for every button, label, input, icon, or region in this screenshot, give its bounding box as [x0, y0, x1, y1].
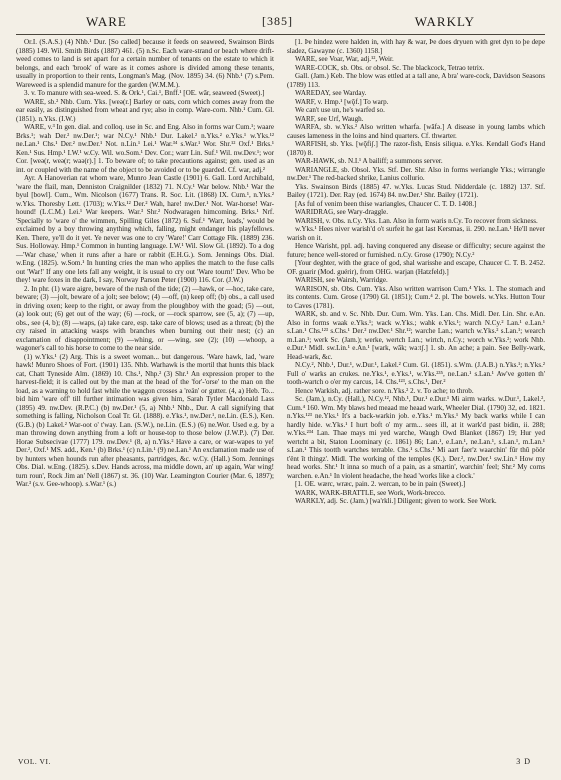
entry-paragraph: WARFA, sb. w.Yks.² Also written wharfa. [wāfə.] A disease in young lambs which causes lameness in the loins and hind quarters. Cf. thwarter.: [287, 123, 545, 140]
entry-paragraph: Ayr. A Hanoverian rat whom ware, Munro Jean Castle (1901) 6. Gall. Lord Archibald, 'ware the flail, man, Denniston Craignilder (1832) 71. N.Cy.¹ War below. Nhb.¹ War the byul [bowl]. Cum., Wm. Nicolson (1677) Trans. R. Soc. Lit. (1868) IX. Cum.¹, n.Yks.² w.Yks. Thoresby Lett. (1703); w.Yks.¹² Der.² Wah, hare! nw.Der.¹ Not. War-horse! War-hound! (L.C.M.) Lei.¹ War keepers. War.³ Shr.² Nodwaragen himcoming. Brks.¹ Nrf. 'Specially to 'ware o' the wimmen, Spilling Giles (1872) 6. Suf.¹ 'Warr, leads,' would be exclaimed by a boy throwing anything which, falling, might endanger his playfellows. Ken. There, ye'll do it yet. Ye never was one to cry 'Ware!' Carr Cottage Flk. (1889) 236. Sus. Holloway. Hmp.¹ Common in hunting language. I.W.¹ Wil. Slow Gl. (1892). To a dog—'War chase,' when it runs after a hare or rabbit (E.H.G.). Som. Jennings Obs. Dial. w.Eng. (1825). w.Som.¹ In hunting cries the man who applies the match to the fuse calls out 'War!' If any one lets fall any weight, it is usual to cry out 'Ware tourn!' Dev. Who be they! ware foxes in the dark, I say, Norway Parson Peter (1900) 116. Cor. (J.W.): [16, 174, 274, 284]
header-left-word: WARE: [86, 14, 127, 29]
entry-paragraph: [As ful of venim been thise wariangles, Chaucer C. T. D. 1408.]: [295, 199, 477, 208]
entry-paragraph: Hence Warisht, ppl. adj. having conquered any disease or difficulty; secure against the future; hence well-stored or furnished. n.Cy. Grose (1790); N.Cy.²: [287, 242, 545, 259]
entry-paragraph: WARE, see Voar, War, adj.¹², Weir.: [295, 55, 394, 63]
left-column: [16, 38, 274, 489]
signature-mark: 3 D: [516, 757, 531, 766]
entry-paragraph: WARF, v. Hmp.¹ [wǭf.] To warp.: [295, 97, 389, 106]
volume-label: VOL. VI.: [18, 757, 51, 766]
entry-paragraph: WARISON, sb. Obs. Cum. Yks. Also written warrison Cum.⁴ Yks. 1. The stomach and its contents. Cum. Grose (1790) Gl. (1851); Cum.⁴ 2. pl. The bowels. w.Yks. Hutton Tour to Caves (1781).: [287, 284, 545, 310]
entry-paragraph: WARISH, see Wairsh, Warridge.: [295, 276, 388, 284]
page-number: [385]: [262, 14, 293, 28]
entry-paragraph: We can't use un, he's warfed so.: [295, 106, 385, 114]
entry-paragraph: Or.I. (S.A.S.) (4) Nhb.¹ Dur. [So called] because it feeds on seaweed, Swainson Birds (1885) 149. Wil. Smith Birds (1887) 461. (5) n.Sc. Each ware-strand or beach where drift-weed comes to land is set apart for a certain number of tenants on the estate to which it belongs, and each 'brook' of ware as it comes ashore is divided among these tenants, usually in proportion to their rents, Longman's Mag. (Nov. 1895) 34. (6) Nhb.¹ (7) s.Pem. Wareweed is a splendid manure for the garden (W.M.M.).: [16, 38, 274, 89]
entry-paragraph: WARIANGLE, sb. Obsol. Yks. Stf. Der. Shr. Also in forms weriangle Yks.; wirrangle nw.Der.¹ The red-backed shrike, Lanius collurio.: [287, 165, 545, 182]
entry-paragraph: Gall. (Jam.) Keb. The blow was ettled at a tall ane, A bra' ware-cock, Davidson Seasons (1789) 113.: [287, 72, 545, 89]
entry-paragraph: WAR-HAWK, sb. N.I.¹ A bailiff; a summons server.: [295, 157, 443, 165]
entry-paragraph: WARIDRAG, see Wary-draggle.: [295, 208, 389, 216]
entry-paragraph: [Your deghter, with the grace of god, shal warisshe and escape, Chaucer C. T. B. 2452. OF. guarir (Mod. guérir), from OHG. warjan (Hatzfeld).]: [287, 259, 545, 276]
entry-paragraph: WARE, v.³ In gen. dial. and colloq. use in Sc. and Eng. Also in forms war Cum.¹; waare Brks.¹; wah Der.² nw.Der.¹; war N.Cy.¹ Nhb.¹ Dur. Lakel.² n.Yks.² e.Yks.¹ w.Yks.¹² ne.Lan.¹ Chs.¹ Der.² nw.Der.¹ Not. n.Lin.¹ Lei.¹ War.³⁴ s.War.¹ Wor. Shr.¹² Oxf.¹ Brks.¹ Ken.¹ Sus. Hmp.¹ I.W.¹ w.Cy. Wil. wo.Som.¹ Dev. Cor.; warr Lin. Suf.¹ Wil. nw.Dev.¹; wor Cor. [weə(r, weə(r; waə(r).] 1. To beware of; to take precautions against; gen. used as an int. or coupled with the name of the object to be avoided or to be guarded. Cf. war, adj.²: [16, 123, 274, 174]
entry-paragraph: WARK, sb. and v. Sc. Nhb. Dur. Cum. Wm. Yks. Lan. Chs. Midl. Der. Lin. Shr. e.An. Also in forms waak e.Yks.¹; wack w.Yks.; wahk e.Yks.¹; warch N.Cy.² Lan.¹ e.Lan.¹ s.Lan.¹ Chs.¹²³ s.Chs.¹ Der.² nw.Der.¹ Shr.¹²; warche Lan.; wartch w.Yks.² s.Lan.¹; wearch m.Lan.¹; werk Sc. (Jam.); werke, wertch Lan.; wirtch, n.Cy.; worch w.Yks.²; work Nhb. e.Dur.¹ Midl. sw.Lin.¹ e.An.¹ [wark, wāk; waːtʃ.] 1. sb. An ache; a pain. See Belly-wark, Head-wark, &c.: [287, 310, 545, 361]
entry-paragraph: WARK, WARK-BRATTLE, see Work, Work-brecco.: [295, 488, 446, 497]
entry-paragraph: Sc. (Jam.), n.Cy. (Hall.), N.Cy.¹², Nhb.¹, Dur.¹ e.Dur.¹ Mi airm warks. w.Dur.¹, Lakel.², Cum.⁴ 160. Wm. My blaws hed meaad me heaad wark, Wheeler Dial. (1790) 32, ed. 1821. n.Yks.¹²³ ne.Yks.¹ It's a back-warkin job. e.Yks.¹ m.Yks.¹ My back warks while I can hardly hide. w.Yks.¹ I hurt boft o' my arm... sees ill, at it wark'd past bidin, ii. 288; w.Yks.²³⁴ Lan. Thae mays mi yed warche, Waugh Owd Blanket (1867) 19; Hur yed wertcht a bit, Staton Loominary (c. 1861) 86; Lan.¹, e.Lan.¹, ne.Lan.¹, s.Lan.¹, m.Lan.¹ s.Lan.¹ This tootth wartches terrable. Chs.¹ s.Chs.¹ Mi aart faer'z waarchin' fŭr thŭ pöör t'ënt ĭt thingz'. Midl. The working of the temples (K.). Der.², nw.Der.¹ sw.Lin.¹ How my head works. Shr.¹ It inna so much of a pain, as a smartin', warchin' feel; Shr.² My corns warchen. e.An.¹ In violent headache, the head 'works like a clock.': [287, 395, 545, 480]
entry-paragraph: WAREDAY, see Warday.: [295, 89, 367, 97]
entry-paragraph: Yks. Swainson Birds (1885) 47. w.Yks. Lucas Stud. Nidderdale (c. 1882) 137. Stf. Bailey (1721). Der. Ray (ed. 1674) 84. nw.Der.¹ Shr. Bailey (1721).: [287, 182, 545, 199]
entry-paragraph: Hence Warkish, adj. rather sore. n.Yks.² 2. v. To ache; to throb.: [295, 386, 474, 395]
entry-paragraph: w.Yks.¹ Hees niver warish'd o't surfeit he gat last Kersmas, ii. 290. ne.Lan.¹ He'll never warish on it.: [287, 225, 545, 242]
running-header: [16, 14, 545, 34]
entry-paragraph: [1. Þe hindez were halden in, with hay & war, Þe does dryuen with gret dyn to þe depe sladez, Gawayne (c. 1360) 1158.]: [287, 38, 545, 55]
entry-paragraph: 2. In phr. (1) ware aigre, beware of the rush of the tide; (2) —hawk, or —hoc, take care, beware; (3) —jolt, beware of a jolt; see below; (4) —off, (n) keep off; (b) obs., a call used in driving oxen; keep to the right, or away from the ploughboy with the goad; (5) —out, (a) look out; (6) get out of the way; (6) —rock, or —rock sparrow, see (5, a); (7) —up, obs., see (4, b); (8) —waps, (a) take care, esp. take care of blows; used as a threat; (b) the cry raised in attacking wasps with branches when burning out their nest; (c) an exclamation of disappointment; (9) —whing, or —wing, see (2); (10) —whoop, a wagoner's call to his horse to come to the near side.: [16, 284, 274, 352]
header-rule: [16, 34, 545, 35]
entry-paragraph: WARKLY, adj. Sc. (Jam.) [wa'rkli.] Diligent; given to work. See Work.: [295, 497, 497, 505]
entry-paragraph: [1. OE. wærc, wræc, pain. 2. wercan, to be in pain (Sweet).]: [295, 480, 466, 488]
entry-paragraph: WARF, see Urf, Waugh.: [295, 114, 364, 123]
right-column: [287, 38, 545, 506]
header-right-word: WARKLY: [414, 14, 475, 29]
entry-paragraph: 3. v. To manure with sea-weed. S. & Ork.¹, Cai.¹, Bnff.¹ [OE. wār, seaweed (Sweet).]: [24, 89, 265, 97]
entry-paragraph: WARE-COCK, sb. Obs. or obsol. Sc. The blackcock, Tetrao tetrix.: [295, 63, 485, 72]
entry-paragraph: (1) w.Yks.¹ (2) Arg. This is a sweet woman... but dangerous. 'Ware hawk, lad, 'ware hawk! Munro Shoes of Fort. (1901) 135. Nhb. Warhawk is the mortil that hunts this black cat, Chatt Tyneside Alm. (1869) 10. Chs.¹, Nhp.² (3) Shr.¹ An expression proper to the harvest-field; it is called out by the man at the head of the 'for'-'orse' to the man on the load, as a warning to hold fast while the waggon crosses a 'reän' or gutter. (4, a) Heb. To... bid him 'ware off' till further intimation was given him, Sarah Tytler Macdonald Lass (1895) 49. nw.Dev. (R.P.C.) (b) nw.Der.¹ (5, a) Nhb.¹ Nhb., Dur. A call signifying that something is falling, Nicholson Coal Tr. Gl. (1888). e.Yks.¹, nw.Der.¹, ne.Lin. (E.S.), Ken. (G.B.) (b) Lakel.² War-oot o' t'way. Lan. (S.W.), ne.Lin. (E.S.) (6) ne.Wor. Used e.g. by a man throwing down anything from a loft or house-top to those below (J.W.P.). (7) Der. Horae Subsecivae (1777) 179. nw.Dev.¹ (8, a) n.Yks.² Have a care, or war-wapes to ye! Der.², Oxf.¹ MS. add., Ken.¹ (b) Brks.¹ (c) n.Lin.¹ (9) ne.Lan.¹ An exclamation made use of by hunters when hounds run after pheasants, partridges, &c. w.Cy. (Hall.) Som. Jennings Obs. Dial. w.Eng. (1825). s.Dev. Hands across, ma middle down, an' up again, War wing! turn roun', Rock Jim an' Nell (1867) st. 36. (10) War. Leamington Courier (Mar. 6, 1897); War.³ (s.v. Gee-whoop). s.War.¹ (s.): [16, 352, 274, 488]
entry-paragraph: WARFISH, sb. Yks. [wǭfiʃ.] The razor-fish, Ensis siliqua. e.Yks. Kendall God's Hand (1870) 8.: [287, 140, 545, 157]
entry-paragraph: N.Cy.², Nhb.¹, Dur.¹, w.Dur.¹, Lakel.² Cum. Gl. (1851). s.Wm. (J.A.B.) n.Yks.¹; n.Yks.² Full o' warks an crukes. ne.Yks.¹, e.Yks.¹, w.Yks.²³⁵, ne.Lan.¹ s.Lan.¹ Aw've gotten th' tooth-wartch o o'er my carcus, 14. Chs.¹²³, s.Chs.¹, Der.²: [287, 361, 545, 386]
entry-paragraph: WARE, sb.² Nhb. Cum. Yks. [weə(r.] Barley or oats, corn which comes away from the ear easily, as distinguished from wheat and rye; also in comp. Ware-corn. Nhb.¹ Cum. Gl. (1851). n.Yks. (I.W.): [16, 97, 274, 123]
entry-paragraph: WARISH, v. Obs. n.Cy. Yks. Lan. Also in form waris n.Cy. To recover from sickness.: [295, 216, 538, 225]
